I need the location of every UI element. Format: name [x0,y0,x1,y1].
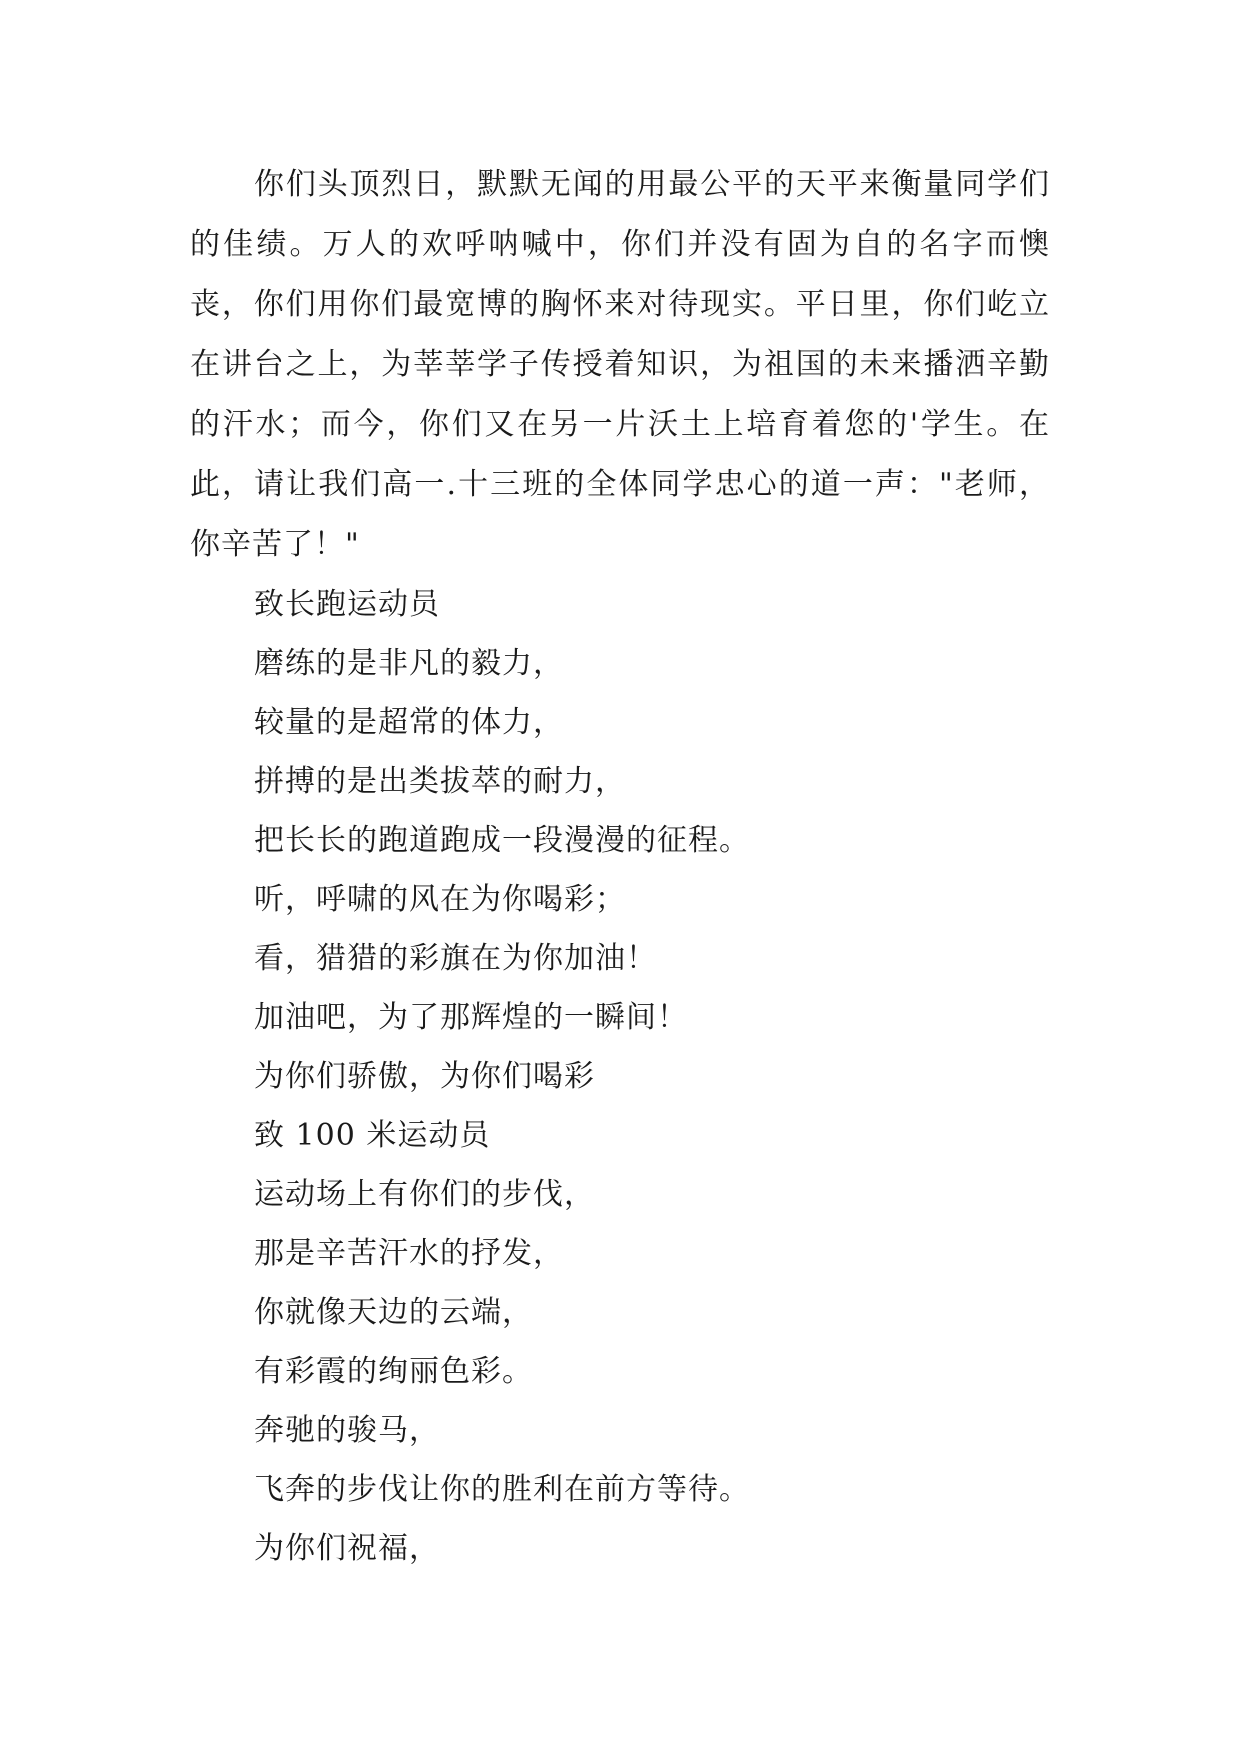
poem-line: 致长跑运动员 [254,587,440,622]
poem-line: 你就像天边的云端， [254,1295,533,1330]
opening-paragraph: 你们头顶烈日，默默无闻的用最公平的天平来衡量同学们的佳绩。万人的欢呼呐喊中，你们并没有固为自的名字而懊丧，你们用你们最宽博的胸怀来对待现实。平日里，你们屹立在讲台之上，为莘莘学子传授着知识，为祖国的未来播洒辛勤的汗水；而今，你们又在另一片沃土上培育着您的'学生。在此，请让我们高一.十三班的全体同学忠心的道一声："老师，你辛苦了！" [190,167,1050,562]
document-body [190,155,1050,1578]
poem-line: 那是辛苦汗水的抒发， [254,1236,564,1271]
poem-line: 致 100 米运动员 [254,1118,491,1153]
poem-line: 较量的是超常的体力， [254,705,564,740]
poem-line: 为你们祝福， [254,1531,440,1566]
poem-line: 加油吧，为了那辉煌的一瞬间！ [254,1000,688,1035]
poem-line: 看，猎猎的彩旗在为你加油！ [254,941,657,976]
poem-line: 磨练的是非凡的毅力， [254,646,564,681]
poem-line: 听，呼啸的风在为你喝彩； [254,882,626,917]
poem-line: 奔驰的骏马， [254,1413,440,1448]
poem-line: 有彩霞的绚丽色彩。 [254,1354,533,1389]
poem-line: 拼搏的是出类拔萃的耐力， [254,764,626,799]
poem-line: 为你们骄傲，为你们喝彩 [254,1059,595,1094]
poem-line: 飞奔的步伐让你的胜利在前方等待。 [254,1472,750,1507]
poem-line: 运动场上有你们的步伐， [254,1177,595,1212]
poem-line: 把长长的跑道跑成一段漫漫的征程。 [254,823,750,858]
